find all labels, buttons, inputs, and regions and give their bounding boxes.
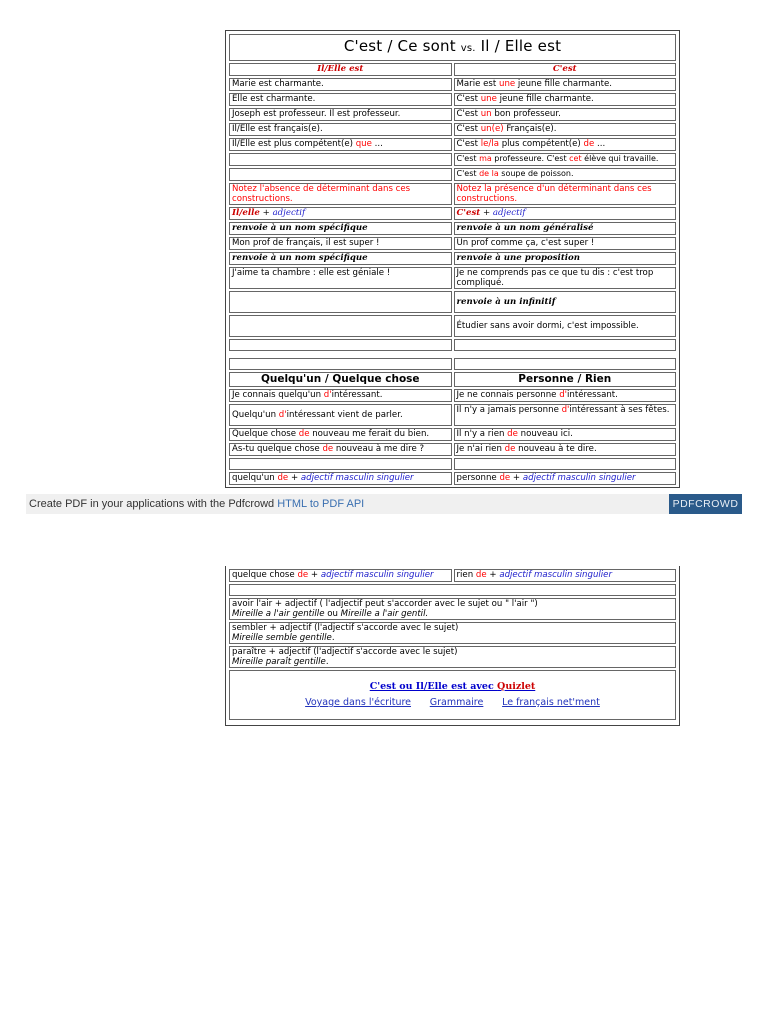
table-row: Joseph est professeur. Il est professeur. C'est un bon professeur. [229,108,676,121]
table-row: Il/Elle est plus compétent(e) que ... C'est le/la plus compétent(e) de ... [229,138,676,151]
table-row [229,339,676,351]
grammar-table [227,32,678,487]
header-cest: C'est [454,63,677,76]
worksheet-page-1 [225,30,680,488]
table-row: renvoie à un nom spécifique renvoie à une proposition [229,252,676,265]
header-il-elle: Il/Elle est [229,63,452,76]
formula-row: quelque chose de + adjectif masculin singulier rien de + adjectif masculin singulier [229,569,676,582]
html-to-pdf-link[interactable]: HTML to PDF API [277,498,365,510]
table-row: As-tu quelque chose de nouveau à me dire ? Je n'ai rien de nouveau à te dire. [229,443,676,456]
verb-row: avoir l'air + adjectif ( l'adjectif peut s'accorder avec le sujet ou " l'air ") Mireille a l'air gentille ou Mireille a l'air gentil. [229,598,676,620]
table-row: C'est de la soupe de poisson. [229,168,676,181]
table-row [229,458,676,470]
table-row: Il/Elle est français(e). C'est un(e) Français(e). [229,123,676,136]
table-row: C'est ma professeure. C'est cet élève qui travaille. [229,153,676,166]
table-row: Elle est charmante. C'est une jeune fille charmante. [229,93,676,106]
links-row [229,670,676,720]
table-row [229,358,676,370]
table-row [229,584,676,596]
verb-row: paraître + adjectif (l'adjectif s'accorde avec le sujet) Mireille paraît gentille. [229,646,676,668]
quizlet-link[interactable]: C'est ou Il/Elle est avec Quizlet [369,681,536,692]
table-row: renvoie à un nom spécifique renvoie à un nom généralisé [229,222,676,235]
notes-row: Notez l'absence de déterminant dans ces constructions. Notez la présence d'un déterminant dans ces constructions. [229,183,676,205]
banner-text: Create PDF in your applications with the Pdfcrowd HTML to PDF API [29,498,365,510]
nav-link-grammaire[interactable]: Grammaire [429,697,484,708]
table-row: J'aime ta chambre : elle est géniale ! Je ne comprends pas ce que tu dis : c'est trop compliqué. [229,267,676,289]
table-row: renvoie à un infinitif [229,291,676,313]
table-row: Étudier sans avoir dormi, c'est impossible. [229,315,676,337]
verb-row: sembler + adjectif (l'adjectif s'accorde avec le sujet) Mireille semble gentille. [229,622,676,644]
nav-link-voyage[interactable]: Voyage dans l'écriture [305,697,412,708]
spacer-row [229,353,676,356]
formula-row: Il/elle + adjectif C'est + adjectif [229,207,676,220]
table-row: Mon prof de français, il est super ! Un prof comme ça, c'est super ! [229,237,676,250]
nav-link-francais-netment[interactable]: Le français net'ment [502,697,600,708]
table-row: Marie est charmante. Marie est une jeune fille charmante. [229,78,676,91]
section-header: Quelqu'un / Quelque chose Personne / Rien [229,372,676,387]
grammar-table-continued [227,567,678,722]
pdfcrowd-button[interactable]: PDFCROWD [669,494,742,514]
formula-row: quelqu'un de + adjectif masculin singulier personne de + adjectif masculin singulier [229,472,676,485]
table-row: Quelque chose de nouveau me ferait du bien. Il n'y a rien de nouveau ici. [229,428,676,441]
pdfcrowd-banner [26,494,742,514]
worksheet-page-2 [225,566,680,726]
table-row: Quelqu'un d'intéressant vient de parler. Il n'y a jamais personne d'intéressant à ses fêtes. [229,404,676,426]
table-row: Je connais quelqu'un d'intéressant. Je ne connais personne d'intéressant. [229,389,676,402]
page-title: C'est / Ce sont vs. Il / Elle est [229,34,676,61]
